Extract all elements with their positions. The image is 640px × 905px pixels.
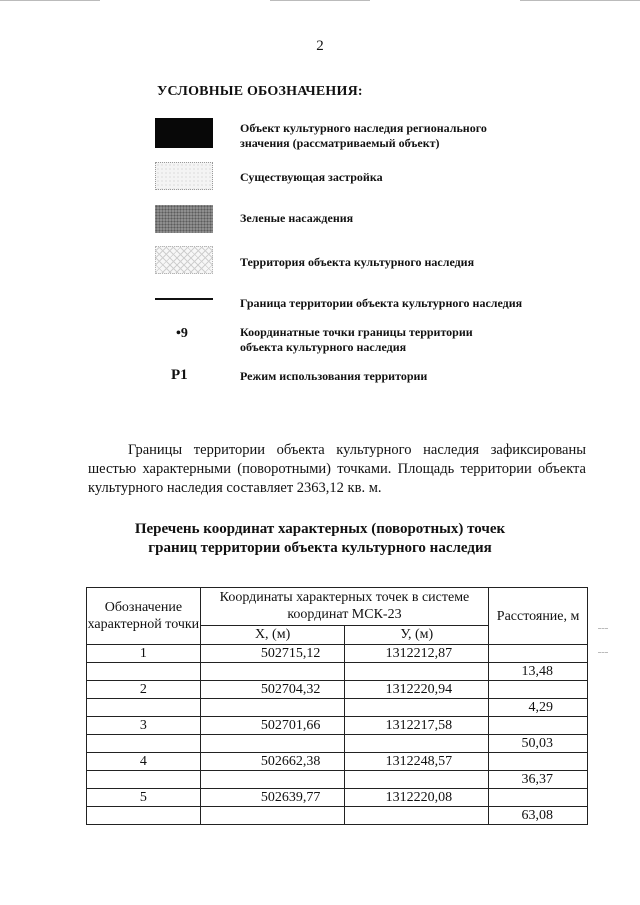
cell-empty xyxy=(87,663,201,681)
cell-point: 4 xyxy=(87,753,201,771)
cell-empty xyxy=(345,807,489,825)
cell-point: 5 xyxy=(87,789,201,807)
table-title xyxy=(0,520,640,558)
legend-label-green-spaces: Зеленые насаждения xyxy=(240,211,354,225)
cell-empty xyxy=(87,771,201,789)
table-row xyxy=(87,753,588,771)
cell-empty xyxy=(200,771,345,789)
cell-point: 1 xyxy=(87,645,201,663)
cell-distance: 63,08 xyxy=(489,807,588,825)
cell-y: 1312212,87 xyxy=(345,645,489,663)
table-row xyxy=(87,645,588,663)
legend-label-existing-buildings: Существующая застройка xyxy=(240,170,383,184)
cell-empty xyxy=(87,735,201,753)
cell-distance: 13,48 xyxy=(489,663,588,681)
cell-empty xyxy=(87,807,201,825)
table-row-distance xyxy=(87,735,588,753)
coordinates-table xyxy=(86,587,588,825)
cell-distance-empty xyxy=(489,645,588,663)
coordinate-point-symbol: •9 xyxy=(176,326,188,341)
cell-y: 1312248,57 xyxy=(345,753,489,771)
legend-title: УСЛОВНЫЕ ОБОЗНАЧЕНИЯ: xyxy=(157,84,363,99)
cell-point: 2 xyxy=(87,681,201,699)
territory-border-line-icon xyxy=(155,298,213,300)
scan-edge-mark xyxy=(598,628,608,629)
cell-x: 502715,12 xyxy=(200,645,345,663)
cell-empty xyxy=(200,663,345,681)
cell-distance: 50,03 xyxy=(489,735,588,753)
description-paragraph: Границы территории объекта культурного наследия зафиксированы шестью характерными (поворотными) точками. Площадь территории объекта культурного наследия составляет 2363,12 кв. м. xyxy=(88,442,586,496)
cell-y: 1312220,08 xyxy=(345,789,489,807)
cell-empty xyxy=(200,699,345,717)
header-coordinates: Координаты характерных точек в системе координат МСК-23 xyxy=(200,588,488,626)
legend-label-coordinate-points: Координатные точки границы территории объекта культурного наследия xyxy=(240,325,473,354)
legend-label-regime: Режим использования территории xyxy=(240,369,428,383)
cell-empty xyxy=(345,771,489,789)
cell-distance-empty xyxy=(489,717,588,735)
table-row-distance xyxy=(87,699,588,717)
cell-distance-empty xyxy=(489,753,588,771)
cell-empty xyxy=(200,735,345,753)
cell-distance: 4,29 xyxy=(489,699,588,717)
table-row xyxy=(87,717,588,735)
legend-label-heritage-territory: Территория объекта культурного наследия xyxy=(240,255,475,269)
table-row-distance xyxy=(87,663,588,681)
table-title-line-1: Перечень координат характерных (поворотных) точек xyxy=(134,521,506,537)
header-x: Х, (м) xyxy=(200,625,345,644)
cell-empty xyxy=(345,663,489,681)
cell-distance-empty xyxy=(489,681,588,699)
scan-edge-line xyxy=(270,0,370,1)
green-spaces-swatch-icon xyxy=(155,205,213,233)
cell-distance-empty xyxy=(489,789,588,807)
cell-empty xyxy=(200,807,345,825)
cell-distance: 36,37 xyxy=(489,771,588,789)
cell-y: 1312220,94 xyxy=(345,681,489,699)
cell-point: 3 xyxy=(87,717,201,735)
cell-empty xyxy=(87,699,201,717)
cell-y: 1312217,58 xyxy=(345,717,489,735)
coordinates-table-body xyxy=(87,645,588,825)
cultural-object-swatch-icon xyxy=(155,118,213,148)
header-point: Обозначение характерной точки xyxy=(87,588,201,645)
cell-x: 502662,38 xyxy=(200,753,345,771)
legend-label-territory-border: Граница территории объекта культурного наследия xyxy=(240,296,523,310)
heritage-territory-swatch-icon xyxy=(155,246,213,274)
existing-buildings-swatch-icon xyxy=(155,162,213,190)
cell-x: 502704,32 xyxy=(200,681,345,699)
page-number: 2 xyxy=(316,38,324,54)
scan-edge-line xyxy=(0,0,100,1)
table-row xyxy=(87,681,588,699)
table-row xyxy=(87,789,588,807)
regime-symbol: Р1 xyxy=(171,367,188,383)
scan-edge-mark xyxy=(598,652,608,653)
header-y: У, (м) xyxy=(345,625,489,644)
header-distance: Расстояние, м xyxy=(489,588,588,645)
legend-label-cultural-object: Объект культурного наследия регионального значения (рассматриваемый объект) xyxy=(240,121,487,150)
table-title-line-2: границ территории объекта культурного наследия xyxy=(148,540,492,556)
cell-empty xyxy=(345,735,489,753)
table-row-distance xyxy=(87,771,588,789)
scan-edge-line xyxy=(520,0,640,1)
cell-x: 502639,77 xyxy=(200,789,345,807)
table-row-distance xyxy=(87,807,588,825)
cell-empty xyxy=(345,699,489,717)
cell-x: 502701,66 xyxy=(200,717,345,735)
